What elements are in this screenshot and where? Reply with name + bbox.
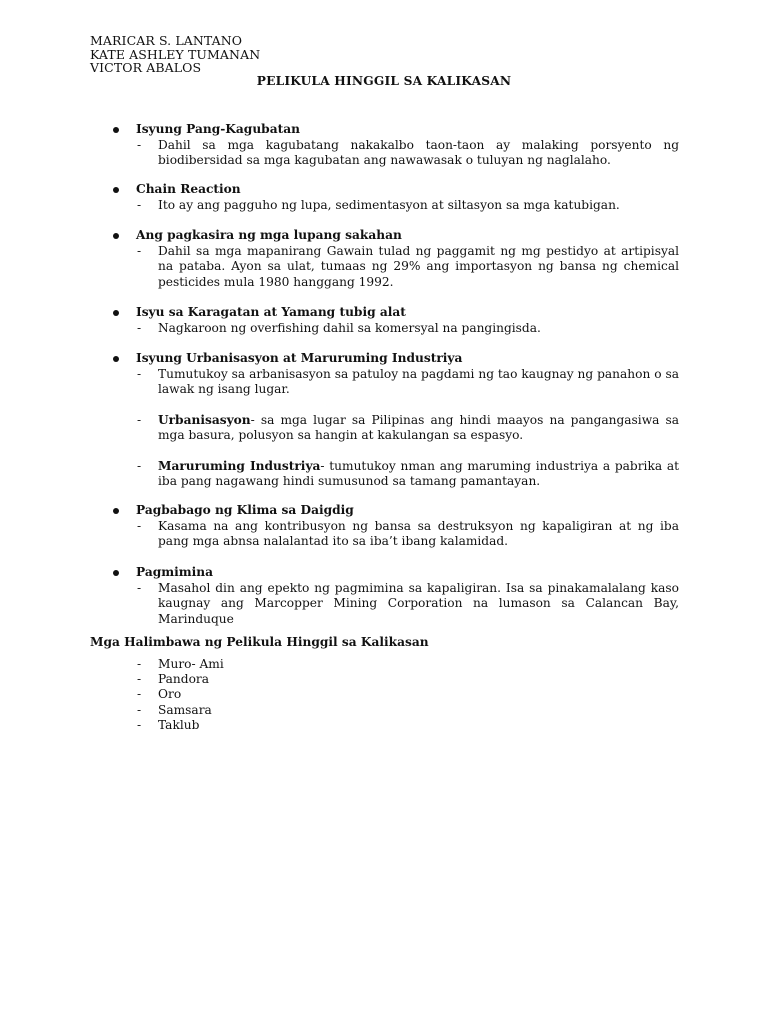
- topic-heading-text: Isyu sa Karagatan at Yamang tubig alat: [136, 305, 406, 319]
- dash-marker: -: [137, 657, 142, 671]
- dash-marker: -: [137, 717, 142, 732]
- topic-section: [113, 182, 679, 213]
- topic-heading: [113, 228, 679, 244]
- topic-heading-text: Chain Reaction: [136, 182, 241, 196]
- topic-item: [113, 321, 679, 337]
- author-list: [90, 34, 260, 75]
- topic-heading: [113, 122, 679, 138]
- dash-marker: -: [137, 702, 142, 717]
- topic-heading-text: Isyung Pang-Kagubatan: [136, 122, 300, 136]
- topic-item: [113, 244, 679, 291]
- document-title: PELIKULA HINGGIL SA KALIKASAN: [256, 74, 512, 88]
- film-title: Oro: [158, 687, 182, 702]
- topic-item-text: Masahol din ang epekto ng pagmimina sa kapaligiran. Isa sa pinakamalalang kaso kaugnay ang Marcopper Mining Corporation na lumason sa Calancan Bay, Marinduque: [158, 580, 679, 626]
- bullet-icon: [113, 310, 119, 316]
- topic-item-text: Ito ay ang pagguho ng lupa, sedimentasyon at siltasyon sa mga katubigan.: [158, 197, 620, 212]
- examples-list: [137, 657, 224, 733]
- term-label: Urbanisasyon: [158, 412, 251, 427]
- topic-item-text: Tumutukoy sa arbanisasyon sa patuloy na pagdami ng tao kaugnay ng panahon o sa lawak ng isang lugar.: [158, 366, 679, 396]
- topic-heading-text: Isyung Urbanisasyon at Maruruming Industriya: [136, 351, 463, 365]
- term-definition: - tumutukoy nman ang maruming industriya a pabrika at iba pang nagawang hindi sumusunod sa tamang pamantayan.: [158, 458, 679, 488]
- topic-heading: [113, 351, 679, 367]
- author-name: VICTOR ABALOS: [90, 60, 202, 75]
- film-title: Pandora: [158, 672, 209, 687]
- dash-marker: -: [137, 320, 142, 335]
- topic-section: [113, 122, 679, 169]
- list-item: [137, 687, 224, 702]
- topic-item: [113, 519, 679, 550]
- topic-item: [113, 459, 679, 490]
- dash-marker: -: [137, 243, 142, 258]
- topic-item-text: Kasama na ang kontribusyon ng bansa sa destruksyon ng kapaligiran at ng iba pang mga abnsa nalalantad ito sa iba’t ibang kalamidad.: [158, 518, 679, 548]
- topic-heading: [113, 565, 679, 581]
- bullet-icon: [113, 508, 119, 514]
- bullet-icon: [113, 356, 119, 362]
- list-item: [137, 672, 224, 687]
- term-label: Maruruming Industriya: [158, 458, 321, 473]
- topic-section: [113, 305, 679, 336]
- bullet-icon: [113, 127, 119, 133]
- author-name: KATE ASHLEY TUMANAN: [90, 46, 261, 62]
- list-item: [137, 657, 224, 672]
- dash-marker: -: [137, 197, 142, 212]
- topic-item: [113, 413, 679, 444]
- bullet-icon: [113, 570, 119, 576]
- dash-marker: -: [137, 580, 142, 595]
- bullet-icon: [113, 233, 119, 239]
- topic-heading-text: Ang pagkasira ng mga lupang sakahan: [136, 228, 402, 242]
- dash-marker: -: [137, 137, 142, 152]
- topic-heading-text: Pagmimina: [136, 565, 214, 579]
- dash-marker: -: [137, 687, 142, 702]
- list-item: [137, 703, 224, 718]
- topic-item: [113, 581, 679, 628]
- dash-marker: -: [137, 366, 142, 381]
- examples-heading: Mga Halimbawa ng Pelikula Hinggil sa Kalikasan: [90, 635, 429, 649]
- topic-heading: [113, 305, 679, 321]
- topic-heading-text: Pagbabago ng Klima sa Daigdig: [136, 503, 354, 517]
- film-title: Taklub: [158, 717, 200, 732]
- topic-item-text: Dahil sa mga mapanirang Gawain tulad ng paggamit ng mg pestidyo at artipisyal na pataba. Ayon sa ulat, tumaas ng 29% ang importasyon ng bansa ng chemical pesticides mula 1980 hanggang 1992.: [158, 243, 679, 289]
- topic-item: [113, 367, 679, 398]
- topic-item: [113, 198, 679, 214]
- author-name: MARICAR S. LANTANO: [90, 33, 243, 48]
- list-item: [137, 718, 224, 733]
- topic-heading: [113, 503, 679, 519]
- topic-section: [113, 351, 679, 490]
- film-title: Samsara: [158, 702, 212, 717]
- topic-section: [113, 503, 679, 550]
- topic-item-text: Dahil sa mga kagubatang nakakalbo taon-taon ay malaking porsyento ng biodibersidad sa mga kagubatan ang nawawasak o tuluyan ng naglalaho.: [158, 137, 679, 167]
- topic-item-text: Nagkaroon ng overfishing dahil sa komersyal na pangingisda.: [158, 320, 541, 335]
- dash-marker: -: [137, 412, 142, 427]
- film-title: Muro- Ami: [158, 657, 224, 671]
- term-definition: - sa mga lugar sa Pilipinas ang hindi maayos na pangangasiwa sa mga basura, polusyon sa hangin at kakulangan sa espasyo.: [158, 412, 679, 442]
- topic-item: [113, 138, 679, 169]
- topic-heading: [113, 182, 679, 198]
- dash-marker: -: [137, 458, 142, 473]
- dash-marker: -: [137, 672, 142, 687]
- bullet-icon: [113, 187, 119, 193]
- topic-section: [113, 228, 679, 290]
- dash-marker: -: [137, 518, 142, 533]
- topic-section: [113, 565, 679, 627]
